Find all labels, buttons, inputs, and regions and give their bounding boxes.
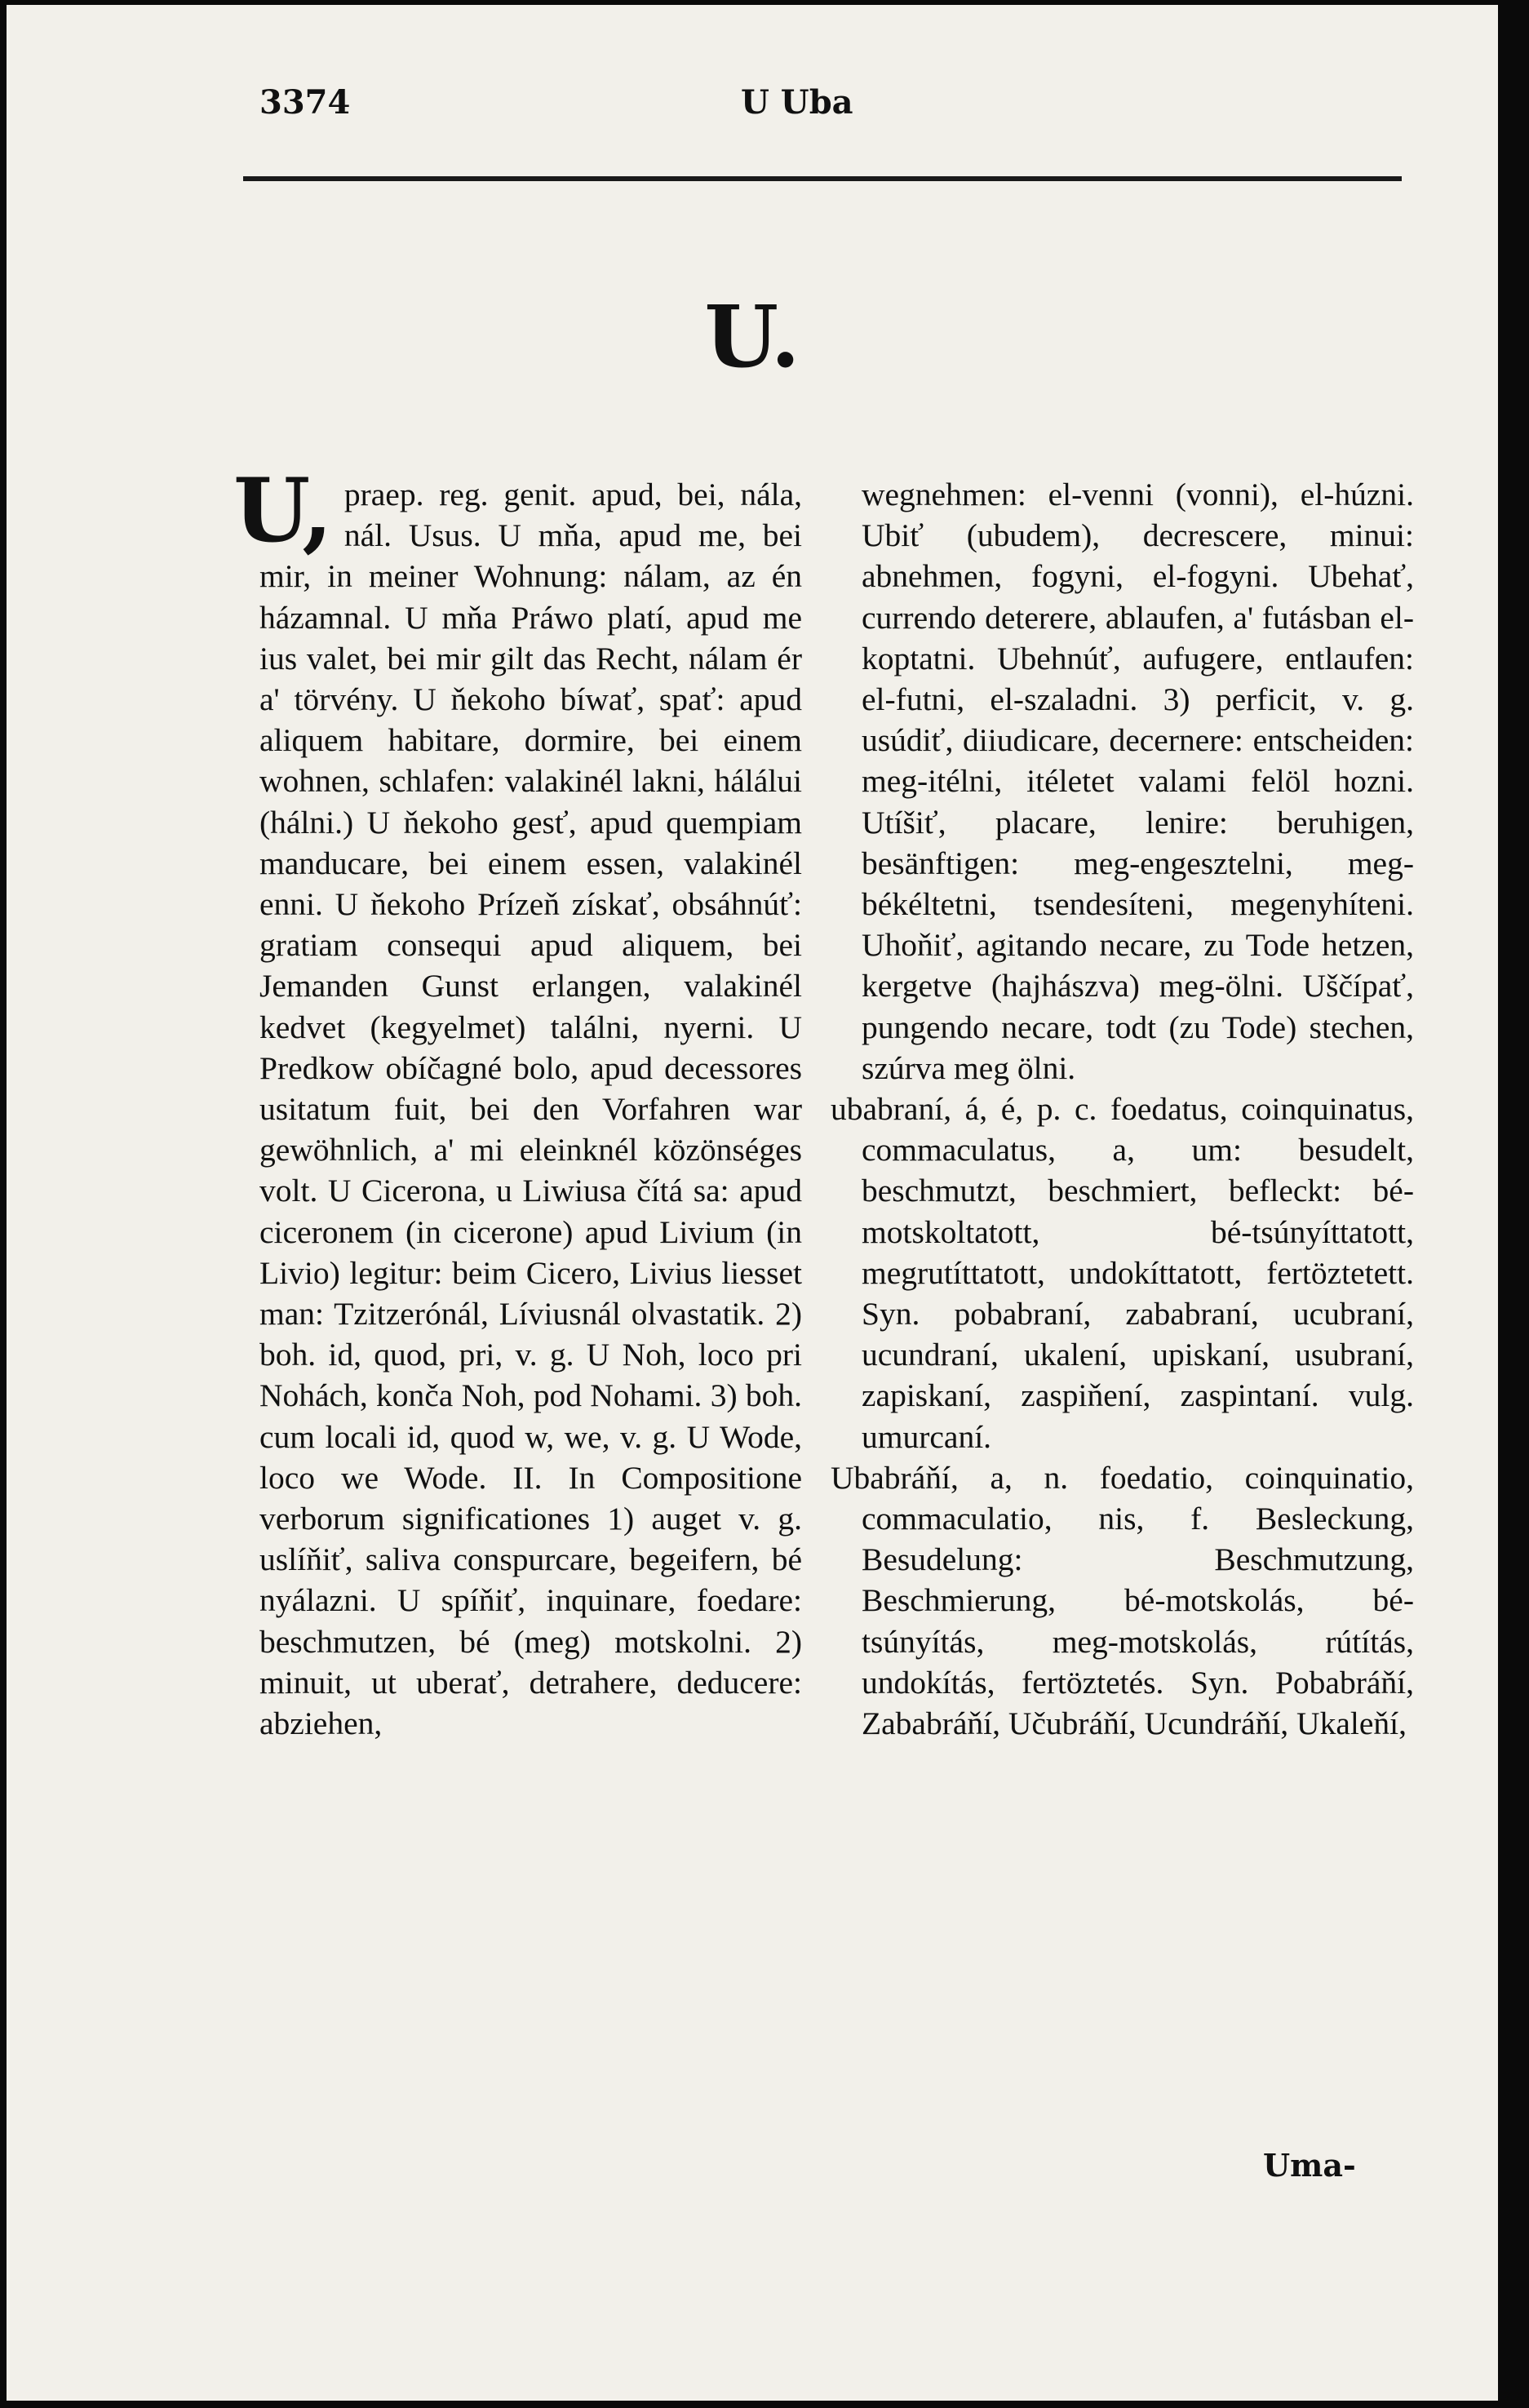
left-column [233,459,802,1744]
book-page [7,5,1498,2401]
section-letter-heading: U. [704,286,800,387]
header-rule [243,176,1402,181]
catchword: Uma- [1263,2147,1356,2184]
entry-text: praep. reg. genit. apud, bei, nála, nál. Usus. U mňa, apud me, bei mir, in meiner Wohnung: nálam, az én házamnal. U mňa Práwo platí, apud me ius valet, bei mir gilt das Recht, nálam ér a' törvény. U ňekoho bíwať, spať: apud aliquem habitare, dormire, bei einem wohnen, schlafen: valakinél lakni, hálálui (hálni.) U ňekoho gesť, apud quempiam manducare, bei einem essen, valakinél enni. U ňekoho Prízeň získať, obsáhnúť: gratiam consequi apud aliquem, bei Jemanden Gunst erlangen, valakinél kedvet (kegyelmet) találni, nyerni. U Predkow obíčagné bolo, apud decessores usitatum fuit, bei den Vorfahren war gewöhnlich, a' mi eleinknél közönséges volt. U Cicerona, u Liwiusa čítá sa: apud ciceronem (in cicerone) apud Livium (in Livio) legitur: beim Cicero, Livius liesset man: Tzitzerónál, Líviusnál olvastatik. 2) boh. id, quod, pri, v. g. U Noh, loco pri Nohách, konča Noh, pod Nohami. 3) boh. cum locali id, quod w, we, v. g. U Wode, loco we Wode. II. In Compositione verborum significationes 1) auget v. g. uslíňiť, saliva conspurcare, begeifern, bé nyálazni. U spíňiť, inquinare, foedare: beschmutzen, bé (meg) motskolni. 2) minuit, ut uberať, detrahere, deducere: abziehen, [259,477,802,1742]
entry-ubabrani-noun: Ubabráňí, a, n. foedatio, coinquinatio, commaculatio, nis, f. Besleckung, Besudelung: Beschmutzung, Beschmierung, bé-motskolás, bé-tsúnyítás, meg-motskolás, rútítás, undokítás, fertöztetés. Syn. Pobabráňí, Zababráňí, Učubráňí, Ucundráňí, Ukaleňí, [831,1459,1414,1742]
initial-letter: U, [233,459,333,562]
page-number: 3374 [259,83,351,122]
right-column [831,474,1414,1744]
running-head: U Uba [741,83,853,122]
entry-u-preposition [233,459,802,1744]
page-header [259,83,1416,132]
entry-ubabrani: ubabraní, á, é, p. c. foedatus, coinquinatus, commaculatus, a, um: besudelt, beschmutzt, beschmiert, befleckt: bé-motskoltatott, bé-tsúnyíttatott, megrutíttatott, undokíttatott, fertöztetett. Syn. pobabraní, zababraní, ucubraní, ucundraní, ukalení, upiskaní, usubraní, zapiskaní, zaspiňení, zaspintaní. vulg. umurcaní. [831,1091,1414,1455]
entry-continuation: wegnehmen: el-venni (vonni), el-húzni. Ubiť (ubudem), decrescere, minui: abnehmen, fogyni, el-fogyni. Ubehať, currendo deterere, ablaufen, a' futásban el-koptatni. Ubehnúť, aufugere, entlaufen: el-futni, el-szaladni. 3) perficit, v. g. usúdiť, diiudicare, decernere: entscheiden: meg-itélni, itéletet valami felöl hozni. Utíšiť, placare, lenire: beruhigen, besänftigen: meg-engesztelni, meg-békéltetni, tsendesíteni, megenyhíteni. Uhoňiť, agitando necare, zu Tode hetzen, kergetve (hajhászva) meg-ölni. Uščípať, pungendo necare, todt (zu Tode) stechen, szúrva meg ölni. [862,477,1414,1086]
